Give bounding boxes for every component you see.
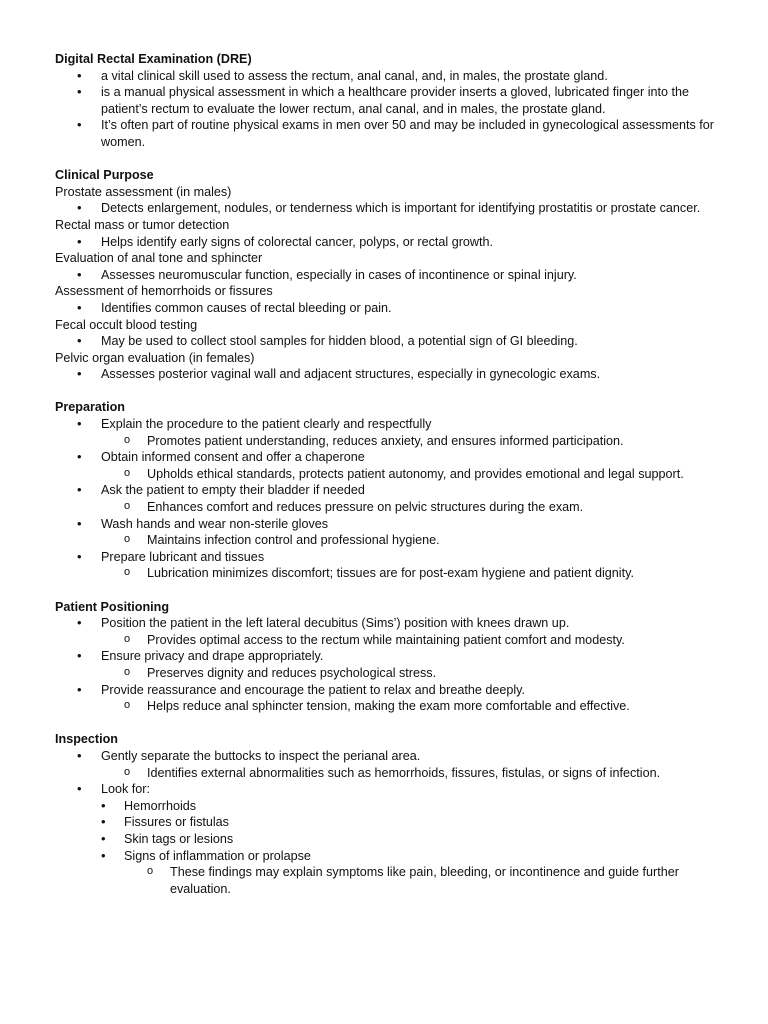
sub-list <box>101 532 725 549</box>
list-item <box>55 482 725 515</box>
sub-item: o Enhances comfort and reduces pressure on pelvic structures during the exam. <box>101 499 725 516</box>
list-item <box>55 781 725 897</box>
look-for-item <box>101 848 725 898</box>
sub-list <box>101 665 725 682</box>
list-item: • Assesses posterior vaginal wall and adjacent structures, especially in gynecologic exams. <box>55 366 725 383</box>
look-for-item: • Hemorrhoids <box>101 798 725 815</box>
look-for-item: • Fissures or fistulas <box>101 814 725 831</box>
item-text: Explain the procedure to the patient clearly and respectfully <box>101 417 432 432</box>
purpose-label: Prostate assessment (in males) <box>55 184 232 199</box>
section-heading: Patient Positioning <box>55 599 170 614</box>
bullet-list <box>55 200 725 217</box>
bullet-list <box>55 748 725 897</box>
section-clinical-purpose <box>55 167 725 383</box>
list-item: • Identifies common causes of rectal bleeding or pain. <box>55 300 725 317</box>
sub-item: o Preserves dignity and reduces psychological stress. <box>101 665 725 682</box>
item-text: Provide reassurance and encourage the patient to relax and breathe deeply. <box>101 682 526 697</box>
sub-list <box>101 499 725 516</box>
list-item: • Helps identify early signs of colorectal cancer, polyps, or rectal growth. <box>55 234 725 251</box>
sub-list <box>124 864 725 897</box>
bullet-list <box>55 615 725 715</box>
section-dre <box>55 51 725 151</box>
list-item: • It’s often part of routine physical exams in men over 50 and may be included in gynecological assessments for women. <box>55 117 725 150</box>
section-heading: Digital Rectal Examination (DRE) <box>55 52 252 66</box>
list-item: • May be used to collect stool samples for hidden blood, a potential sign of GI bleeding. <box>55 333 725 350</box>
item-text: Gently separate the buttocks to inspect the perianal area. <box>101 748 421 763</box>
sub-item: o Lubrication minimizes discomfort; tissues are for post-exam hygiene and patient dignity. <box>101 565 725 582</box>
purpose-label: Assessment of hemorrhoids or fissures <box>55 284 273 299</box>
list-item: • a vital clinical skill used to assess the rectum, anal canal, and, in males, the prostate gland. <box>55 68 725 85</box>
list-item: • Detects enlargement, nodules, or tenderness which is important for identifying prostatitis or prostate cancer. <box>55 200 725 217</box>
list-item: • is a manual physical assessment in which a healthcare provider inserts a gloved, lubricated finger into the patient’s rectum to evaluate the lower rectum, anal canal, and in males, the prostate gland. <box>55 84 725 117</box>
item-text: Signs of inflammation or prolapse <box>124 848 311 863</box>
look-for-list <box>101 798 725 898</box>
item-text: Obtain informed consent and offer a chaperone <box>101 450 365 465</box>
sub-item: o Upholds ethical standards, protects patient autonomy, and provides emotional and legal support. <box>101 466 725 483</box>
section-heading: Preparation <box>55 400 125 415</box>
sub-item: o Identifies external abnormalities such as hemorrhoids, fissures, fistulas, or signs of infection. <box>101 765 725 782</box>
section-preparation <box>55 399 725 582</box>
sub-item: o These findings may explain symptoms like pain, bleeding, or incontinence and guide further evaluation. <box>124 864 725 897</box>
purpose-label: Fecal occult blood testing <box>55 317 198 332</box>
list-item: • Assesses neuromuscular function, especially in cases of incontinence or spinal injury. <box>55 267 725 284</box>
look-for-item: • Skin tags or lesions <box>101 831 725 848</box>
section-patient-positioning <box>55 599 725 715</box>
list-item <box>55 449 725 482</box>
bullet-list <box>55 68 725 151</box>
bullet-list <box>55 333 725 350</box>
sub-list <box>101 466 725 483</box>
purpose-label: Evaluation of anal tone and sphincter <box>55 251 263 266</box>
list-item <box>55 648 725 681</box>
item-text: Look for: <box>101 782 151 797</box>
sub-list <box>101 765 725 782</box>
bullet-list <box>55 416 725 582</box>
list-item <box>55 416 725 449</box>
item-text: Ask the patient to empty their bladder if needed <box>101 483 365 498</box>
sub-item: o Promotes patient understanding, reduces anxiety, and ensures informed participation. <box>101 433 725 450</box>
section-inspection <box>55 731 725 897</box>
sub-list <box>101 698 725 715</box>
item-text: Wash hands and wear non-sterile gloves <box>101 516 329 531</box>
sub-list <box>101 565 725 582</box>
purpose-label: Pelvic organ evaluation (in females) <box>55 350 255 365</box>
sub-item: o Maintains infection control and professional hygiene. <box>101 532 725 549</box>
bullet-list <box>55 267 725 284</box>
bullet-list <box>55 300 725 317</box>
bullet-list <box>55 234 725 251</box>
list-item <box>55 516 725 549</box>
sub-item: o Helps reduce anal sphincter tension, making the exam more comfortable and effective. <box>101 698 725 715</box>
bullet-list <box>55 366 725 383</box>
list-item <box>55 748 725 781</box>
list-item <box>55 682 725 715</box>
sub-list <box>101 632 725 649</box>
purpose-label: Rectal mass or tumor detection <box>55 217 230 232</box>
item-text: Prepare lubricant and tissues <box>101 549 265 564</box>
section-heading: Inspection <box>55 732 118 747</box>
sub-list <box>101 433 725 450</box>
item-text: Ensure privacy and drape appropriately. <box>101 649 324 664</box>
section-heading: Clinical Purpose <box>55 168 154 183</box>
list-item <box>55 615 725 648</box>
item-text: Position the patient in the left lateral decubitus (Sims’) position with knees drawn up. <box>101 616 570 631</box>
sub-item: o Provides optimal access to the rectum while maintaining patient comfort and modesty. <box>101 632 725 649</box>
document-content <box>55 51 725 914</box>
list-item <box>55 549 725 582</box>
